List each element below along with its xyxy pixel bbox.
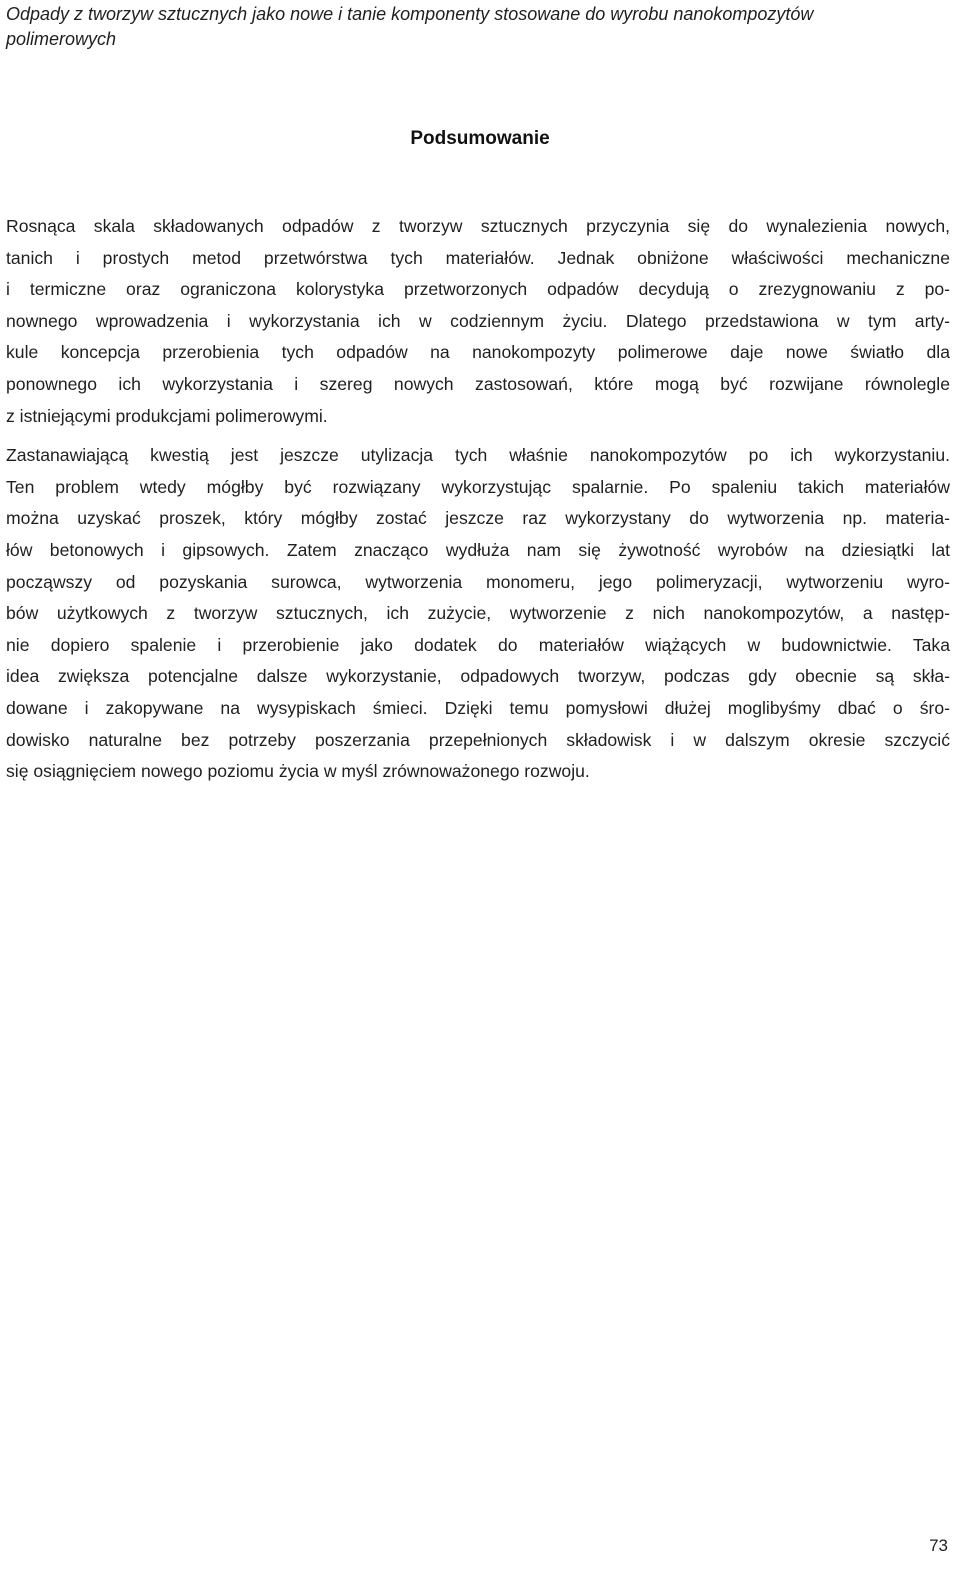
paragraph-1: [6, 211, 950, 432]
text-line: z istniejącymi produkcjami polimerowymi.: [6, 405, 328, 426]
text-line: i termiczne oraz ograniczona kolorystyka przetworzonych odpadów decydują o zrezygnowaniu z po-: [6, 279, 950, 300]
text-line: kule koncepcja przerobienia tych odpadów na nanokompozyty polimerowe daje nowe światło dla: [6, 342, 950, 363]
text-line: nie dopiero spalenie i przerobienie jako dodatek do materiałów wiążących w budownictwie. Taka: [6, 634, 950, 655]
text-line: się osiągnięciem nowego poziomu życia w myśl zrównoważonego rozwoju.: [6, 761, 590, 782]
text-line: tanich i prostych metod przetwórstwa tych materiałów. Jednak obniżone właściwości mechaniczne: [6, 247, 950, 268]
text-line: ponownego ich wykorzystania i szereg nowych zastosowań, które mogą być rozwijane równolegle: [6, 373, 950, 394]
text-line: można uzyskać proszek, który mógłby zostać jeszcze raz wykorzystany do wytworzenia np. materia-: [6, 508, 950, 529]
text-line: bów użytkowych z tworzyw sztucznych, ich zużycie, wytworzenie z nich nanokompozytów, a następ-: [6, 603, 950, 624]
paragraph-2: [6, 440, 950, 788]
text-line: Rosnąca skala składowanych odpadów z tworzyw sztucznych przyczynia się do wynalezienia nowych,: [6, 216, 950, 236]
text-line: idea zwiększa potencjalne dalsze wykorzystanie, odpadowych tworzyw, podczas gdy obecnie są skła-: [6, 666, 950, 687]
text-line: dowisko naturalne bez potrzeby poszerzania przepełnionych składowisk i w dalszym okresie szczycić: [6, 729, 950, 750]
body-text: [6, 211, 950, 788]
text-line: począwszy od pozyskania surowca, wytworzenia monomeru, jego polimeryzacji, wytworzeniu wyro-: [6, 571, 950, 592]
text-line: Zastanawiającą kwestią jest jeszcze utylizacja tych właśnie nanokompozytów po ich wykorzystaniu.: [6, 445, 950, 466]
text-line: nownego wprowadzenia i wykorzystania ich w codziennym życiu. Dlatego przedstawiona w tym arty-: [6, 310, 950, 331]
section-title: Podsumowanie: [410, 128, 550, 149]
running-header: Odpady z tworzyw sztucznych jako nowe i tanie komponenty stosowane do wyrobu nanokompozytów polimerowych: [6, 4, 814, 49]
text-line: Ten problem wtedy mógłby być rozwiązany wykorzystując spalarnie. Po spaleniu takich materiałów: [6, 476, 950, 497]
text-line: dowane i zakopywane na wysypiskach śmieci. Dzięki temu pomysłowi dłużej moglibyśmy dbać o śro-: [6, 697, 950, 718]
text-line: łów betonowych i gipsowych. Zatem znacząco wydłuża nam się żywotność wyrobów na dziesiątki lat: [6, 539, 950, 560]
page-number: 73: [929, 1536, 948, 1555]
